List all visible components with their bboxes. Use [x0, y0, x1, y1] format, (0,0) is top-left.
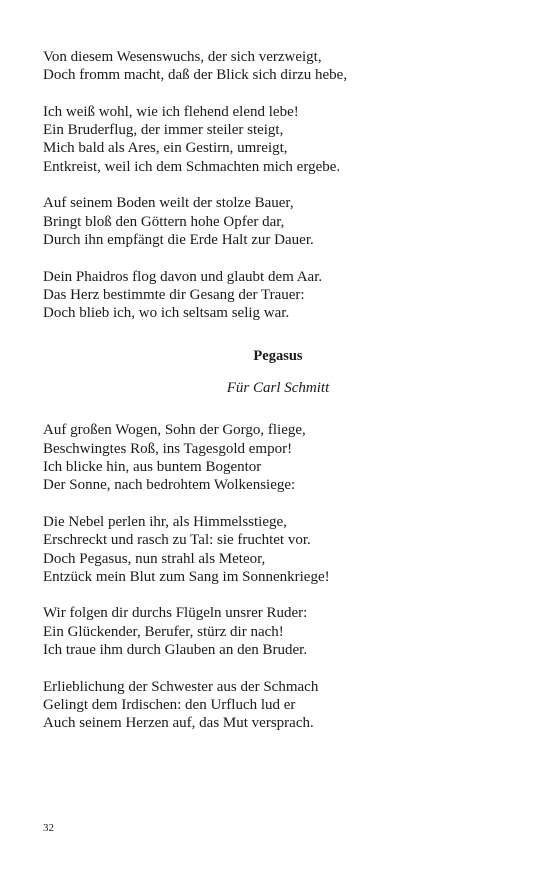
verse-line: Gelingt dem Irdischen: den Urfluch lud er [43, 696, 296, 713]
verse-line: Erschreckt und rasch zu Tal: sie fruchtet vor. [43, 532, 311, 549]
poem-title: Pegasus [253, 348, 303, 365]
verse-line: Durch ihn empfängt die Erde Halt zur Dauer. [43, 231, 314, 248]
stanza [43, 421, 513, 494]
stanza [43, 678, 513, 733]
verse-line: Erlieblichung der Schwester aus der Schmach [43, 678, 319, 695]
stanza [43, 604, 513, 659]
verse-line: Ich weiß wohl, wie ich flehend elend lebe! [43, 103, 299, 120]
verse-line: Ich traue ihm durch Glauben an den Bruder. [43, 642, 308, 659]
verse-line: Bringt bloß den Göttern hohe Opfer dar, [43, 213, 285, 230]
verse-line: Doch blieb ich, wo ich seltsam selig war. [43, 305, 290, 322]
poem-continued [43, 48, 513, 322]
verse-line: Auf großen Wogen, Sohn der Gorgo, fliege, [43, 422, 306, 439]
stanza [43, 103, 513, 176]
verse-line: Das Herz bestimmte dir Gesang der Trauer: [43, 286, 305, 303]
verse-line: Ich blicke hin, aus buntem Bogentor [43, 459, 262, 476]
verse-line: Die Nebel perlen ihr, als Himmelsstiege, [43, 513, 287, 530]
verse-line: Von diesem Wesenswuchs, der sich verzweigt, [43, 49, 322, 65]
verse-line: Mich bald als Ares, ein Gestirn, umreigt, [43, 140, 288, 157]
verse-line: Beschwingtes Roß, ins Tagesgold empor! [43, 440, 293, 457]
stanza [43, 194, 513, 249]
verse-line: Entkreist, weil ich dem Schmachten mich ergebe. [43, 158, 341, 175]
verse-line: Wir folgen dir durchs Flügeln unsrer Ruder: [43, 605, 308, 622]
stanza [43, 513, 513, 586]
verse-line: Doch Pegasus, nun strahl als Meteor, [43, 550, 266, 567]
verse-line: Auf seinem Boden weilt der stolze Bauer, [43, 195, 294, 212]
verse-line: Der Sonne, nach bedrohtem Wolkensiege: [43, 477, 296, 494]
stanza [43, 268, 513, 323]
verse-line: Dein Phaidros flog davon und glaubt dem Aar. [43, 268, 323, 285]
poem-pegasus [43, 421, 513, 732]
page-number: 32 [43, 822, 54, 834]
verse-line: Ein Glückender, Berufer, stürz dir nach! [43, 623, 284, 640]
verse-line: Auch seinem Herzen auf, das Mut versprach. [43, 715, 314, 732]
stanza [43, 48, 513, 85]
verse-line: Ein Bruderflug, der immer steiler steigt, [43, 122, 284, 139]
verse-line: Entzück mein Blut zum Sang im Sonnenkriege! [43, 568, 330, 585]
poem-dedication: Für Carl Schmitt [226, 380, 330, 397]
verse-line: Doch fromm macht, daß der Blick sich dirzu hebe, [43, 67, 348, 84]
page-content [43, 48, 513, 733]
